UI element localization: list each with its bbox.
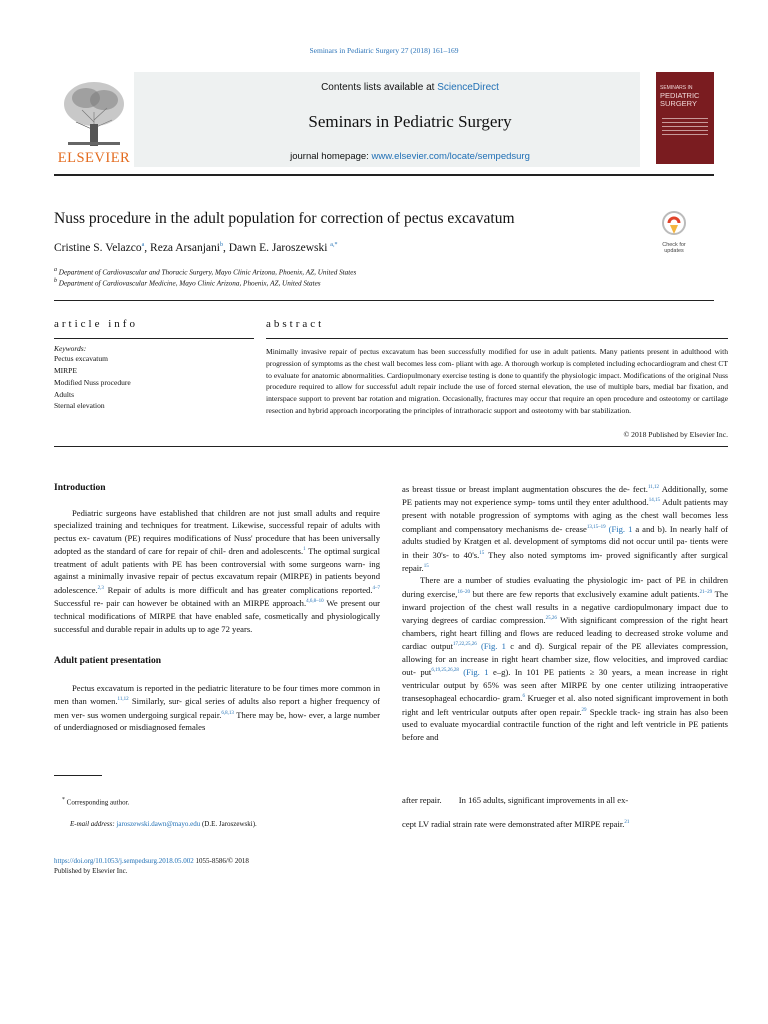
elsevier-wordmark: ELSEVIER xyxy=(57,150,131,166)
ref-link[interactable]: 14,15 xyxy=(648,498,660,504)
right-text: Krueger et al. also noted significant improvement in both right and left ventricular outputs after open repair. xyxy=(402,693,728,717)
right-text: Additionally, some PE patients may not experience symp- toms until they enter adulthood. xyxy=(402,483,728,508)
right-paragraph-3-line2 xyxy=(402,817,728,830)
adult-presentation-heading: Adult patient presentation xyxy=(54,656,161,667)
ref-link[interactable]: 11,12 xyxy=(117,697,129,703)
affiliation-b-sup: b xyxy=(54,278,57,284)
intro-text-4: Successful re- pair can however be obtained with an MIRPE approach. xyxy=(54,598,307,609)
keyword-2: MIRPE xyxy=(54,366,77,375)
article-info-rule xyxy=(54,338,254,339)
right-text: after repair. xyxy=(402,795,442,805)
right-text: The inward projection of the chest wall results in a negative cardiopulmonary impact due to varying degrees of cardiac compression. xyxy=(402,588,729,625)
footnote-corresponding: * Corresponding author. xyxy=(62,797,130,807)
ref-link[interactable]: 17,22,25,26 xyxy=(453,642,477,648)
keyword-3: Modified Nuss procedure xyxy=(54,378,131,387)
right-text: In 165 adults, significant improvements in all ex- xyxy=(458,795,629,805)
right-text: There are a number of studies evaluating the physiologic im- pact of PE in children during exercise, xyxy=(402,575,728,599)
left-column xyxy=(54,482,380,734)
homepage-link[interactable]: www.elsevier.com/locate/sempedsurg xyxy=(371,151,530,162)
intro-text-5: We present our technical modifications of MIRPE that have enabled safe, cosmetically and physiologically successful and durable repair in adults up to age 72 years. xyxy=(54,598,380,634)
intro-text-1: Pediatric surgeons have established that children are not just small adults and require specialized training and techniques for treatment. Likewise, successful repair of adults with pectus ex- cavatum (PE) requires modifications of Nuss' procedure that has been universally adopted as the standard of care for repair of chil- dren and adolescents. xyxy=(54,507,380,557)
abstract-rule xyxy=(266,338,728,339)
check-updates-badge[interactable] xyxy=(652,210,696,260)
affiliation-b-text: Department of Cardiovascular Medicine, Mayo Clinic Arizona, Phoenix, AZ, United States xyxy=(58,279,321,288)
right-column-continued xyxy=(402,794,728,830)
author-2-affil[interactable]: b xyxy=(219,242,223,249)
author-email-link[interactable]: jaroszewski.dawn@mayo.edu xyxy=(116,820,201,828)
footnote-rule xyxy=(54,775,102,776)
sciencedirect-link[interactable]: ScienceDirect xyxy=(437,82,499,93)
introduction-paragraph xyxy=(54,507,380,636)
homepage-line xyxy=(220,151,600,162)
ref-link[interactable]: 25,26 xyxy=(545,616,557,622)
cover-line2: PEDIATRIC SURGERY xyxy=(660,91,700,108)
footnote-corresponding-text: Corresponding author. xyxy=(66,798,130,807)
info-top-rule xyxy=(54,300,714,301)
right-text: Adult patients may present with notable progression of symptoms with aging as the chest wall becomes less compliant and compensatory mechanisms de- crease xyxy=(402,497,728,534)
contents-line xyxy=(250,82,570,93)
right-paragraph-2 xyxy=(402,574,728,743)
author-1-affil[interactable]: a xyxy=(141,242,145,249)
ref-link[interactable]: 15 xyxy=(479,550,485,556)
abstract-heading: abstract xyxy=(266,318,325,330)
article-info-heading: article info xyxy=(54,318,138,330)
right-text: c and d). Surgical repair of the PE alleviates compression, allowing for an increase in right heart chamber size, flow velocities, and improved cardiac out- put xyxy=(402,641,728,678)
adult-presentation-paragraph xyxy=(54,682,380,734)
right-text: e–g). In 101 PE patients ≥ 30 years, a mean increase in right ventricular output by 65% was seen after MIRPE by one center utilizing intraoperative transesophageal echocardio- gram. xyxy=(402,667,729,704)
doi-block xyxy=(54,856,264,876)
ref-link[interactable]: 6,19,25,26,28 xyxy=(431,668,459,674)
contents-prefix: Contents lists available at xyxy=(321,82,438,93)
affiliation-a xyxy=(54,267,356,276)
right-text: cept LV radial strain rate were demonstrated after MIRPE repair. xyxy=(402,818,625,829)
header-rule xyxy=(54,174,714,176)
figure-link[interactable]: (Fig. 1 xyxy=(463,667,489,678)
issn-text: 1055-8586/© 2018 Published by Elsevier Inc. xyxy=(54,857,249,875)
keyword-1: Pectus excavatum xyxy=(54,354,108,363)
footnote-email-suffix: (D.E. Jaroszewski). xyxy=(200,820,257,828)
abstract-copyright: © 2018 Published by Elsevier Inc. xyxy=(623,430,728,439)
ref-link[interactable]: 4–7 xyxy=(372,586,380,592)
intro-text-3: Repair of adults is more difficult and has greater complications reported. xyxy=(107,584,373,595)
right-text: With significant compression of the right heart chambers, right heart filling and flows are reduced leading to decreased stroke volume and cardiac output xyxy=(402,614,728,651)
right-text: as breast tissue or breast implant augmentation obscures the de- fect. xyxy=(402,483,648,494)
check-updates-icon xyxy=(661,210,687,240)
footnote-email-label: E-mail address: xyxy=(70,820,117,828)
homepage-prefix: journal homepage: xyxy=(290,151,372,162)
abstract-bottom-rule xyxy=(54,446,728,447)
ref-link[interactable]: 21–29 xyxy=(699,590,713,596)
ref-link[interactable]: 2,3 xyxy=(97,586,104,592)
introduction-heading: Introduction xyxy=(54,483,106,493)
ref-link[interactable]: 11,12 xyxy=(647,485,660,490)
footnote-email xyxy=(70,820,257,828)
cover-decoration xyxy=(662,118,708,135)
keywords-label: Keywords: xyxy=(54,344,87,353)
check-updates-label: Check for updates xyxy=(662,242,686,254)
running-header[interactable]: Seminars in Pediatric Surgery 27 (2018) 161–169 xyxy=(309,46,459,55)
ref-link[interactable]: 4,6,8–10 xyxy=(306,599,324,605)
ref-link[interactable]: 1 xyxy=(303,547,306,553)
figure-link[interactable]: (Fig. 1 xyxy=(480,641,506,651)
author-1[interactable]: Cristine S. Velazco xyxy=(54,242,142,254)
abstract-text: Minimally invasive repair of pectus excavatum has been successfully modified for use in adult patients. Many patients present in adulthood with progression of symptoms as the chest wall becomes less com- pliant with age. A thorough workup is completed including echocardiogram and chest CT to evaluate for anatomic abnormalities. Cardiopulmonary exercise testing is done to quantify the physiologic impact. Modifications of the original Nuss procedure required to allow for successful adult repair include the use of forced sternal elevation, the use of multiple bars, medial bar fixation, and interspace support to prevent bar rotation and migration. Occasionally, fractures may occur that require an open procedure and osteotomy or cartilage resection and hybrid approach incorporating the principles of intrathoracic support and osteotomy with bar stabilization. xyxy=(266,347,728,415)
right-text: a and b). In nearly half of adults studied by Kratgen et al. development of symptoms did not occur until pa- tients were in their 30's- to 40's. xyxy=(402,523,728,560)
ref-link[interactable]: 16–20 xyxy=(457,590,470,596)
right-text: but there are few reports that exclusively examine adult patients. xyxy=(469,588,700,599)
affiliation-a-text: Department of Cardiovascular and Thoracic Surgery, Mayo Clinic Arizona, Phoenix, AZ, United States xyxy=(58,268,357,277)
right-column xyxy=(402,482,728,743)
ref-link[interactable]: 13,15–19 xyxy=(586,524,606,530)
adult-text-2: Similarly, sur- gical series of adults also report a higher frequency of men ver- sus women undergoing surgical repair. xyxy=(54,696,380,720)
adult-text-3: There may be, how- ever, a large number of underdiagnosed or misdiagnosed females xyxy=(54,709,380,733)
author-3-affil[interactable]: a,* xyxy=(330,242,338,249)
right-paragraph-1 xyxy=(402,482,728,574)
intro-text-2: The optimal surgical treatment of adult patients with PE has been controversial with some surgeons warn- ing against a minimally invasive repair of pectus excavatum repair (MIRPE) in patients beyond adolescence. xyxy=(54,546,381,595)
ref-link[interactable]: 6 xyxy=(522,694,525,700)
ref-link[interactable]: 29 xyxy=(581,707,587,713)
right-text: Speckle track- ing strain has also been used to evaluate myocardial contractile function of the right and left ventricle in PE patients before and xyxy=(402,706,728,742)
right-paragraph-3-line1 xyxy=(402,794,728,807)
keyword-5: Sternal elevation xyxy=(54,401,105,410)
author-3[interactable]: Dawn E. Jaroszewski xyxy=(228,242,328,254)
right-text: They also noted symptoms im- proved significantly after surgical repair. xyxy=(402,549,728,573)
ref-link[interactable]: 6,8,13 xyxy=(221,710,234,716)
adult-text-1: Pectus excavatum is reported in the pediatric literature to be four times more common in men than women. xyxy=(54,682,380,707)
journal-cover-thumbnail xyxy=(656,72,714,164)
keyword-4: Adults xyxy=(54,390,75,399)
ref-link[interactable]: 21 xyxy=(624,819,630,825)
journal-title: Seminars in Pediatric Surgery xyxy=(308,112,512,131)
affiliation-b xyxy=(54,278,321,287)
cover-line1: SEMINARS IN xyxy=(660,85,693,91)
author-2[interactable]: Reza Arsanjani xyxy=(150,242,220,254)
author-list: Cristine S. Velazco$^a$, Reza Arsanjani$^b$, Dawn E. Jaroszewski $^{a,*}$ xyxy=(54,242,338,254)
affiliation-a-sup: a xyxy=(54,267,57,273)
figure-link[interactable]: (Fig. 1 xyxy=(608,523,633,534)
ref-link[interactable]: 15 xyxy=(423,564,429,569)
article-title: Nuss procedure in the adult population for correction of pectus excavatum xyxy=(54,210,515,227)
doi-link[interactable]: https://doi.org/10.1053/j.sempedsurg.2018.05.002 xyxy=(54,857,194,865)
